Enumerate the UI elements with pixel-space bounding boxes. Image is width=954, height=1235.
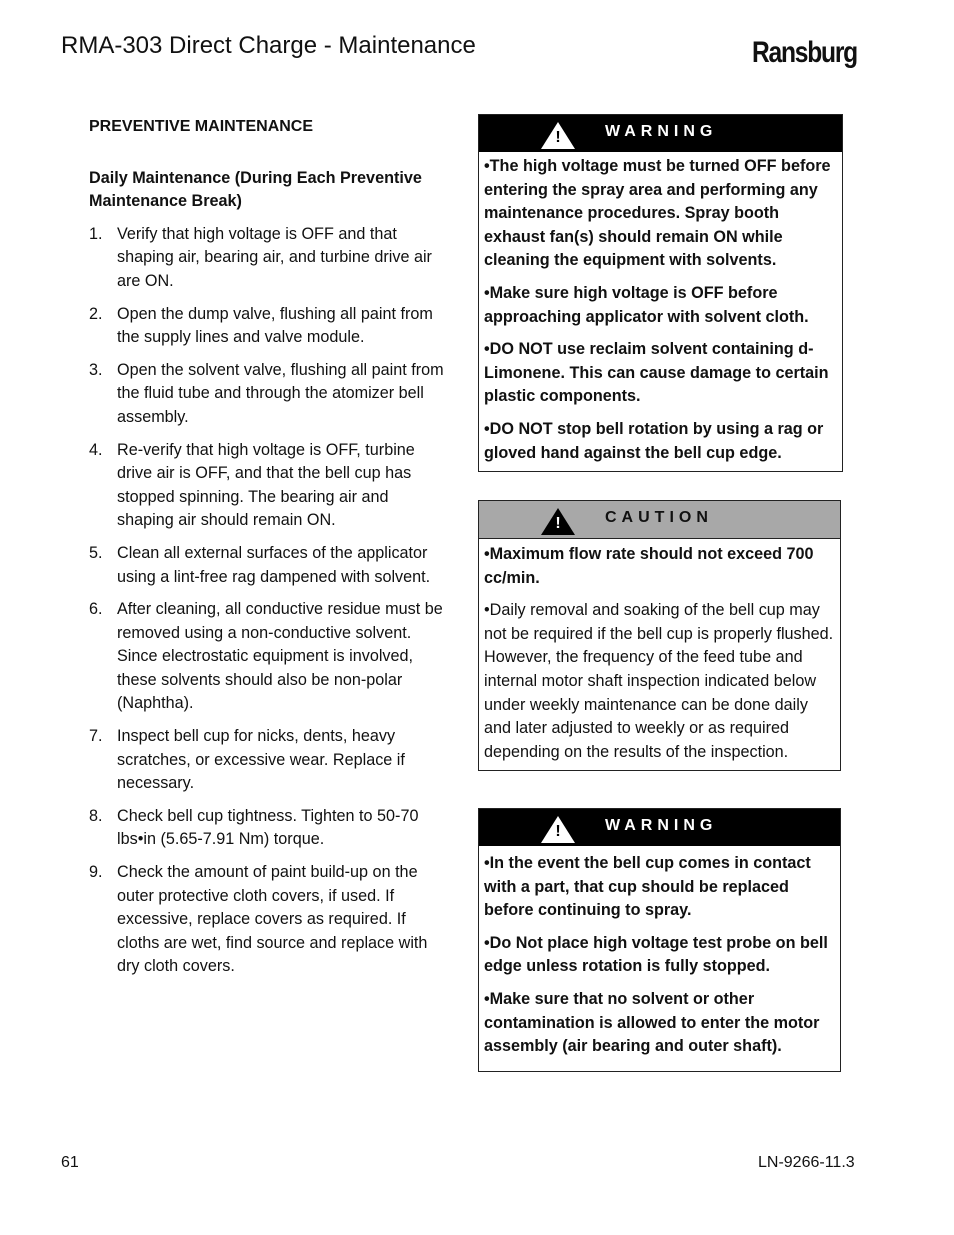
document-number: LN-9266-11.3 [758,1154,855,1171]
list-item [89,805,449,852]
page-number: 61 [61,1154,79,1171]
warning-box-2 [478,808,841,1072]
list-item [89,439,449,533]
exclamation-icon: ! [555,515,561,532]
caution-box [478,500,841,771]
subsection-title: Daily Maintenance (During Each Preventive Maintenance Break) [89,168,422,211]
step-text: Re-verify that high voltage is OFF, turbine drive air is OFF, and that the bell cup has stopped spinning. The bearing air and shaping air should remain ON. [117,440,415,530]
warning-item: •Do Not place high voltage test probe on bell edge unless rotation is fully stopped. [484,933,828,976]
step-number: 9. [89,863,103,882]
step-number: 2. [89,304,103,323]
step-number: 3. [89,360,103,379]
step-text: Clean all external surfaces of the applicator using a lint-free rag dampened with solvent. [117,543,431,586]
step-number: 5. [89,543,103,562]
preventive-maintenance-section [89,115,449,988]
section-title: PREVENTIVE MAINTENANCE [89,118,314,135]
warning-label: WARNING [605,123,718,140]
warning-item: •DO NOT use reclaim solvent containing d-Limonene. This can cause damage to certain plastic components. [484,340,829,406]
list-item [89,598,449,716]
exclamation-icon: ! [555,823,561,840]
step-number: 7. [89,727,103,746]
maintenance-steps-list [89,223,449,979]
step-number: 1. [89,224,103,243]
warning-header [479,115,842,152]
step-number: 4. [89,440,103,459]
warning-label: WARNING [605,817,718,834]
list-item [89,303,449,350]
step-text: Inspect bell cup for nicks, dents, heavy scratches, or excessive wear. Replace if necessary. [117,727,405,793]
step-text: Verify that high voltage is OFF and that shaping air, bearing air, and turbine drive air are ON. [117,224,432,290]
exclamation-icon: ! [555,129,561,146]
warning-item: •DO NOT stop bell rotation by using a rag or gloved hand against the bell cup edge. [484,419,824,462]
step-number: 6. [89,600,103,619]
warning-item: •In the event the bell cup comes in contact with a part, that cup should be replaced before continuing to spray. [484,854,811,920]
step-number: 8. [89,806,103,825]
caution-body [479,539,840,770]
step-text: Open the solvent valve, flushing all paint from the fluid tube and through the atomizer bell assembly. [117,360,444,426]
page-title: RMA-303 Direct Charge - Maintenance [61,32,476,59]
caution-label: CAUTION [605,509,713,526]
list-item [89,725,449,796]
step-text: Open the dump valve, flushing all paint from the supply lines and valve module. [117,304,433,347]
warning-header [479,809,840,846]
list-item [89,223,449,294]
list-item [89,542,449,589]
warning-body [479,152,842,471]
warning-item: •Make sure high voltage is OFF before approaching applicator with solvent cloth. [484,283,809,326]
warning-box-1 [478,114,843,472]
step-text: Check bell cup tightness. Tighten to 50-70 lbs•in (5.65-7.91 Nm) torque. [117,806,419,849]
caution-item: •Daily removal and soaking of the bell cup may not be required if the bell cup is properly flushed. However, the frequency of the feed tube and internal motor shaft inspection indicated below under weekly maintenance can be done daily and later adjusted to weekly or as required depending on the results of the inspection. [484,601,834,761]
warning-item: •The high voltage must be turned OFF before entering the spray area and performing any maintenance procedures. Spray booth exhaust fan(s) should remain ON while cleaning the equipment with solvents. [484,157,831,270]
list-item [89,861,449,979]
step-text: Check the amount of paint build-up on the outer protective cloth covers, if used. If excessive, replace covers as required. If cloths are wet, find source and replace with dry cloth covers. [117,863,428,976]
caution-item: •Maximum flow rate should not exceed 700 cc/min. [484,545,814,587]
step-text: After cleaning, all conductive residue must be removed using a non-conductive solvent. Since electrostatic equipment is involved, these solvents should also be non-polar (Naphtha). [117,600,443,713]
warning-item: •Make sure that no solvent or other contamination is allowed to enter the motor assembly (air bearing and outer shaft). [484,989,820,1056]
list-item [89,359,449,430]
caution-header [479,501,840,539]
warning-body [479,846,840,1071]
brand-logo: Ransburg [752,36,857,69]
